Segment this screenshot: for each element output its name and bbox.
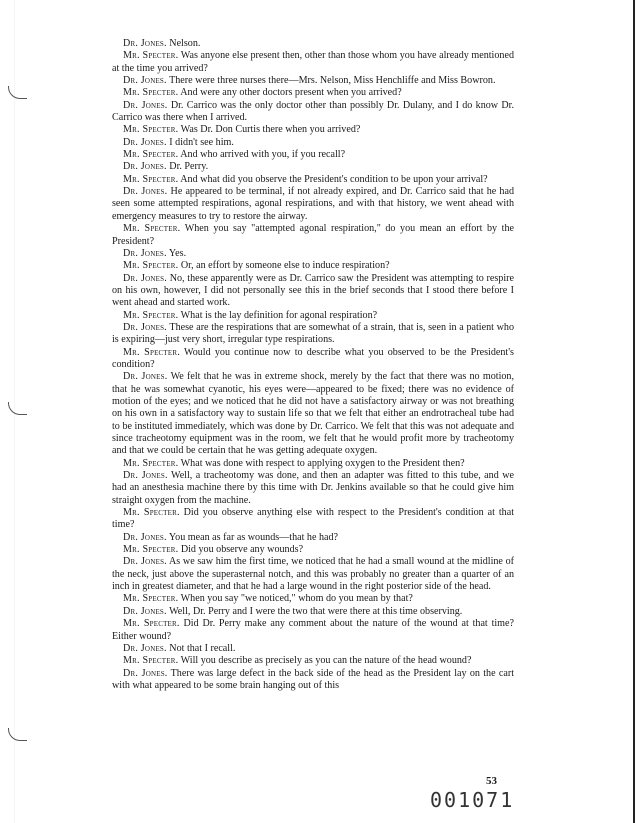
speaker-name: Mr. Specter. — [123, 346, 180, 358]
testimony-paragraph — [112, 655, 514, 667]
speech-text: Nelson. — [169, 38, 201, 49]
testimony-paragraph — [112, 544, 514, 556]
speech-text: Did you observe anything else with respect to the President's condition at that time? — [112, 507, 514, 531]
speech-text: Well, Dr. Perry and I were the two that were there at this time observing. — [169, 605, 463, 617]
speech-text: Did you observe any wounds? — [180, 544, 304, 556]
speech-text: No, these apparently were as Dr. Carrico saw the President was attempting to respire on his own, however, I did not personally see this in the brief seconds that I stood there before I went ahead and started work. — [112, 272, 514, 309]
speech-text: Well, a tracheotomy was done, and then an adapter was fitted to this tube, and we had an anesthesia machine there by this time with Dr. Jenkins available so that he could give him straight oxygen from the machine. — [112, 470, 514, 506]
speaker-name: Dr. Jones. — [123, 272, 167, 284]
speech-text: Yes. — [168, 247, 187, 259]
testimony-paragraph — [112, 260, 514, 272]
speech-text: These are the respirations that are somewhat of a strain, that is, seen in a patient who is expiring—just very short, irregular type respirations. — [112, 321, 514, 346]
testimony-paragraph — [112, 322, 514, 347]
speech-text: When you say "attempted agonal respiration," do you mean an effort by the President? — [112, 223, 514, 247]
testimony-paragraph — [112, 606, 514, 618]
speech-text: Dr. Perry. — [169, 161, 209, 173]
speaker-name: Mr. Specter. — [123, 124, 179, 136]
binding-hole-mark — [8, 728, 27, 741]
testimony-paragraph — [112, 507, 514, 532]
testimony-paragraph — [112, 38, 514, 50]
scan-right-edge — [633, 0, 635, 823]
speaker-name: Dr. Jones. — [123, 247, 167, 259]
testimony-paragraph — [112, 75, 514, 87]
speech-text: Would you continue now to describe what you observed to be the President's condition? — [112, 346, 514, 370]
speaker-name: Dr. Jones. — [123, 99, 168, 111]
speaker-name: Mr. Specter. — [123, 309, 179, 321]
speaker-name: Mr. Specter. — [123, 544, 179, 556]
speech-text: Did Dr. Perry make any comment about the nature of the wound at that time? Either wound? — [112, 618, 514, 642]
speech-text: I didn't see him. — [169, 136, 234, 148]
speech-text: He appeared to be terminal, if not already expired, and Dr. Carrico said that he had seen some attempted respirations, agonal respirations, and with that history, we went ahead with emergency measures to try to restore the airway. — [112, 186, 514, 222]
testimony-paragraph — [112, 347, 514, 372]
speech-text: You mean as far as wounds—that he had? — [168, 531, 339, 543]
speaker-name: Dr. Jones. — [123, 38, 167, 49]
testimony-paragraph — [112, 124, 514, 136]
speaker-name: Mr. Specter. — [123, 457, 179, 469]
testimony-paragraph — [112, 248, 514, 260]
speaker-name: Dr. Jones. — [123, 642, 167, 654]
speaker-name: Dr. Jones. — [123, 321, 167, 333]
speaker-name: Mr. Specter. — [123, 655, 179, 667]
testimony-transcript — [112, 38, 514, 692]
speech-text: And what did you observe the President's condition to be upon your arrival? — [180, 173, 488, 185]
speaker-name: Dr. Jones. — [123, 605, 167, 617]
testimony-paragraph — [112, 100, 514, 125]
speech-text: And were any other doctors present when you arrived? — [180, 87, 402, 99]
speech-text: We felt that he was in extreme shock, merely by the fact that there was no motion, that he was somewhat cyanotic, his eyes were—appeared to be fixed; there was no evidence of motion of the eyes; and we noticed that he did not have a satisfactory airway or was not breathing on his own in a satisfactory way to sustain life so that we felt that either an endrotracheal tube had to be instituted immediately, which was done by Dr. Carrico. We felt that this was not adequate and since tracheotomy equipment was in the room, we felt that he would profit more by tracheotomy and that we could be certain that he was getting adequate oxygen. — [112, 371, 514, 457]
speaker-name: Dr. Jones. — [123, 161, 167, 173]
testimony-paragraph — [112, 371, 514, 457]
speech-text: When you say "we noticed," whom do you mean by that? — [180, 593, 413, 605]
testimony-paragraph — [112, 532, 514, 544]
speech-text: What was done with respect to applying oxygen to the President then? — [180, 457, 465, 469]
document-id-stamp: 001071 — [430, 788, 515, 812]
testimony-paragraph — [112, 149, 514, 161]
testimony-paragraph — [112, 556, 514, 593]
speaker-name: Dr. Jones. — [123, 556, 167, 568]
speaker-name: Mr. Specter. — [123, 223, 181, 235]
speaker-name: Dr. Jones. — [123, 186, 168, 198]
testimony-paragraph — [112, 87, 514, 99]
testimony-paragraph — [112, 593, 514, 605]
testimony-paragraph — [112, 50, 514, 75]
speech-text: Will you describe as precisely as you can the nature of the head wound? — [180, 655, 472, 667]
testimony-paragraph — [112, 458, 514, 470]
testimony-paragraph — [112, 618, 514, 643]
testimony-paragraph — [112, 470, 514, 507]
testimony-paragraph — [112, 186, 514, 223]
speech-text: Not that I recall. — [169, 642, 236, 654]
speech-text: Or, an effort by someone else to induce respiration? — [180, 260, 390, 272]
speech-text: There was large defect in the back side of the head as the President lay on the cart with what appeared to be some brain hanging out of this — [112, 667, 515, 691]
speech-text: Dr. Carrico was the only doctor other than possibly Dr. Dulany, and I do know Dr. Carrico was there when I arrived. — [112, 99, 514, 124]
testimony-paragraph — [112, 223, 514, 248]
testimony-paragraph — [112, 643, 514, 655]
speaker-name: Dr. Jones. — [123, 75, 167, 87]
speaker-name: Mr. Specter. — [123, 173, 179, 185]
speech-text: Was Dr. Don Curtis there when you arrived? — [180, 124, 361, 136]
testimony-paragraph — [112, 273, 514, 310]
binding-hole-mark — [8, 402, 27, 415]
page-number: 53 — [486, 775, 497, 787]
speaker-name: Dr. Jones. — [123, 371, 168, 383]
speaker-name: Mr. Specter. — [123, 618, 180, 630]
testimony-paragraph — [112, 161, 514, 173]
speech-text: What is the lay definition for agonal respiration? — [180, 309, 378, 321]
speaker-name: Dr. Jones. — [123, 531, 167, 543]
speaker-name: Dr. Jones. — [123, 136, 167, 148]
speaker-name: Mr. Specter. — [123, 507, 180, 519]
testimony-paragraph — [112, 174, 514, 186]
binding-hole-mark — [8, 86, 27, 99]
speaker-name: Dr. Jones. — [123, 667, 168, 679]
speaker-name: Mr. Specter. — [123, 260, 179, 272]
speaker-name: Mr. Specter. — [123, 149, 179, 161]
testimony-paragraph — [112, 310, 514, 322]
testimony-paragraph — [112, 137, 514, 149]
speech-text: And who arrived with you, if you recall? — [180, 149, 346, 161]
speech-text: As we saw him the first time, we noticed that he had a small wound at the midline of the neck, just above the superasternal notch, and this was probably no greater than a quarter of an inch in greatest diameter, and that he had a large wound in the right posterior side of the head. — [112, 556, 514, 593]
speaker-name: Mr. Specter. — [123, 50, 179, 62]
speech-text: Was anyone else present then, other than those whom you have already mentioned at the time you arrived? — [112, 50, 514, 74]
speaker-name: Mr. Specter. — [123, 87, 179, 99]
testimony-paragraph — [112, 668, 514, 693]
speaker-name: Mr. Specter. — [123, 593, 179, 605]
speaker-name: Dr. Jones. — [123, 470, 168, 482]
speech-text: There were three nurses there—Mrs. Nelson, Miss Henchliffe and Miss Bowron. — [169, 75, 496, 87]
